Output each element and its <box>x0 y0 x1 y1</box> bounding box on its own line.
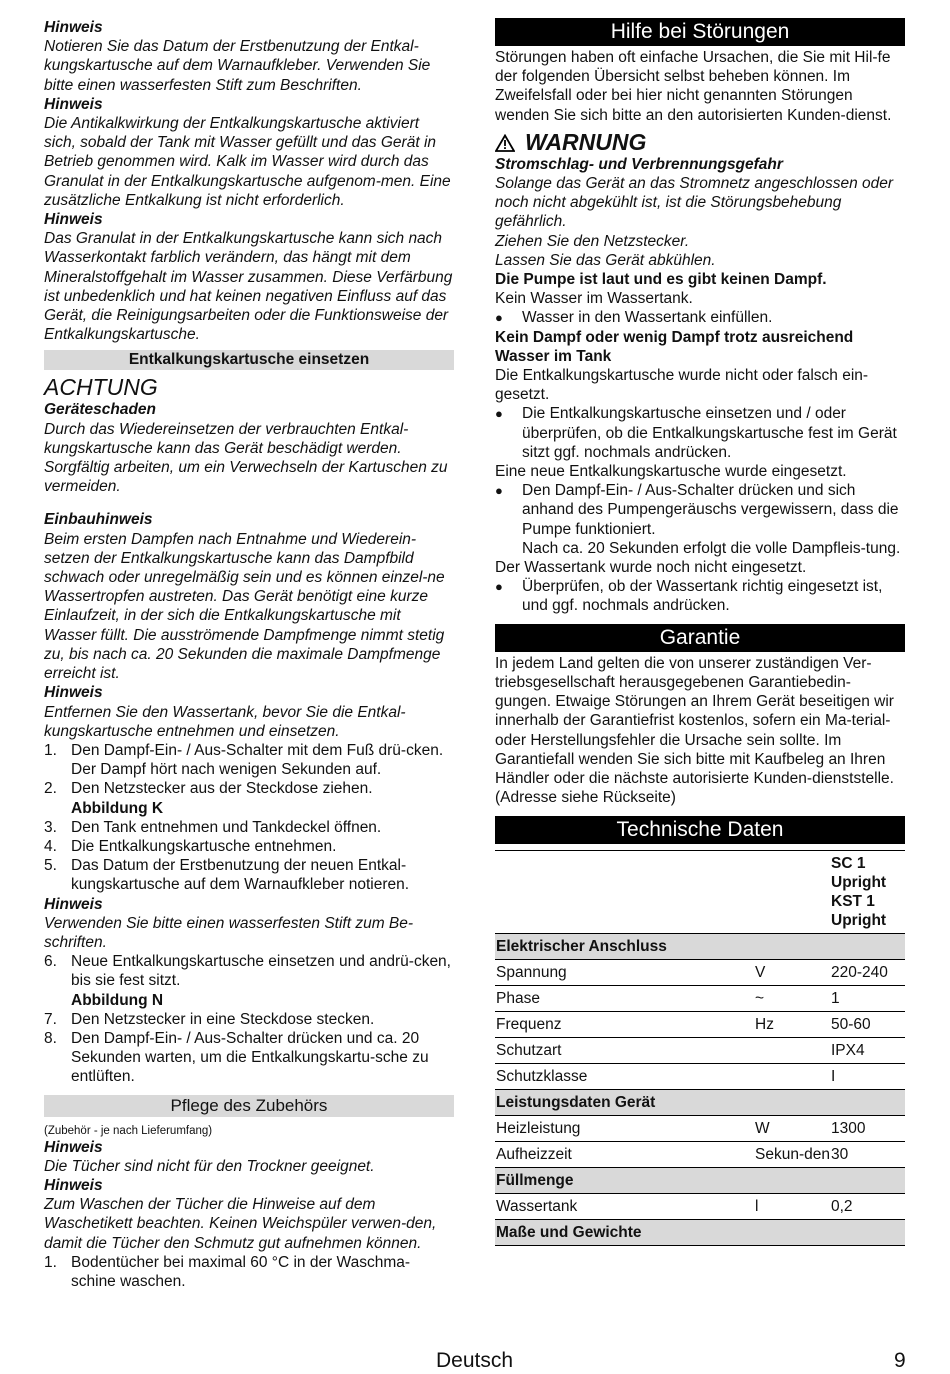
section-heading-troubleshooting: Hilfe bei Störungen <box>495 18 905 46</box>
warranty-text: In jedem Land gelten die von unserer zuständigen Ver-triebsgesellschaft herausgegebenen Garantiebedin-gungen. Etwaige Störungen an Ihrem Gerät beseitigen wir innerhalb der Garantiefrist kostenlos, sofern ein Ma-terial- oder Herstellungsfehler die Ursache sein sollte. Im Garantiefall wenden Sie sich bitte mit Kaufbeleg an Ihren Händler oder die nächste autorisierte Kunden-dienststelle. <box>495 654 894 787</box>
model-name: SC 1 Upright KST 1 Upright <box>831 855 887 930</box>
note-heading: Hinweis <box>44 1138 103 1156</box>
list-item: 2. Den Netzstecker aus der Steckdose ziehen. <box>44 780 373 798</box>
table-group-row: Füllmenge <box>495 1168 905 1194</box>
note-text: Notieren Sie das Datum der Erstbenutzung der Entkal-kungskartusche auf dem Warnaufkleber. Verwenden Sie bitte einen wasserfesten Stift zum Beschriften. <box>44 38 431 94</box>
table-row: Phase ~ 1 <box>495 986 905 1012</box>
note-text: Entfernen Sie den Wassertank, bevor Sie die Entkal-kungskartusche entnehmen und einsetzen. <box>44 703 406 740</box>
note-text: Zum Waschen der Tücher die Hinweise auf dem Waschetikett beachten. Keinen Weichspüler verwen-den, damit die Tücher den Schmutz gut aufnehmen können. <box>44 1196 437 1252</box>
table-row: Heizleistung W 1300 <box>495 1116 905 1142</box>
table-row: Schutzklasse I <box>495 1064 905 1090</box>
steps-list <box>44 952 454 990</box>
note-heading: Hinweis <box>44 1176 103 1194</box>
problem-heading: Die Pumpe ist laut und es gibt keinen Dampf. <box>495 271 827 289</box>
table-group-row: Maße und Gewichte <box>495 1220 905 1246</box>
list-item: 3. Den Tank entnehmen und Tankdeckel öffnen. <box>44 818 382 836</box>
steps-list <box>44 818 454 895</box>
steps-list <box>44 1010 454 1087</box>
list-item: 5. Das Datum der Erstbenutzung der neuen Entkal-kungskartusche auf dem Warnaufkleber notieren. <box>44 857 410 894</box>
problem-cause: Eine neue Entkalkungskartusche wurde eingesetzt. <box>495 463 847 481</box>
problem-heading: Kein Dampf oder wenig Dampf trotz ausreichend Wasser im Tank <box>495 328 854 365</box>
warning-subtitle: Stromschlag- und Verbrennungsgefahr <box>495 155 783 173</box>
warranty-address: (Adresse siehe Rückseite) <box>495 789 676 807</box>
problem-cause: Die Entkalkungskartusche wurde nicht oder falsch ein-gesetzt. <box>495 367 869 404</box>
note-text: Das Granulat in der Entkalkungskartusche kann sich nach Wasserkontakt farblich verändern, das hängt mit dem Mineralstoffgehalt im Wasser zusammen. Diese Verfärbung ist unbedenklich und hat keinen negativen Einfluss auf das Gerät, die Reinigungsarbeiten oder die Funktionsweise der Entkalkungskartusche. <box>44 230 453 344</box>
technical-data-table <box>495 850 905 1246</box>
table-group-row: Elektrischer Anschluss <box>495 934 905 960</box>
warning-text: Solange das Gerät an das Stromnetz angeschlossen oder noch nicht abgekühlt ist, ist die Störungsbehebung gefährlich. <box>495 175 894 231</box>
troubleshooting-intro: Störungen haben oft einfache Ursachen, die Sie mit Hil-fe der folgenden Übersicht selbst beheben können. Im Zweifelsfall oder bei hier nicht genannten Störungen wenden Sie sich bitte an den autorisierten Kunden-dienst. <box>495 49 892 124</box>
note-heading: Hinweis <box>44 684 103 702</box>
right-column <box>495 18 905 1246</box>
note-heading: Hinweis <box>44 95 103 113</box>
list-item: ● Die Entkalkungskartusche einsetzen und / oder überprüfen, ob die Entkalkungskartusche fest im Gerät sitzt ggf. nochmals andrücken. <box>495 405 897 461</box>
problem-cause: Der Wassertank wurde noch nicht eingesetzt. <box>495 559 807 577</box>
caution-subtitle: Geräteschaden <box>44 401 156 419</box>
table-row: Frequenz Hz 50-60 <box>495 1012 905 1038</box>
steps-list <box>44 741 454 799</box>
list-item: 1. Den Dampf-Ein- / Aus-Schalter mit dem Fuß drü-cken. Der Dampf hört nach wenigen Sekunden auf. <box>44 741 444 779</box>
figure-reference: Abbildung N <box>71 991 164 1009</box>
bullet-icon: ● <box>495 483 503 499</box>
list-item: 6. Neue Entkalkungskartusche einsetzen und andrü-cken, bis sie fest sitzt. <box>44 953 451 990</box>
remedy-followup: Nach ca. 20 Sekunden erfolgt die volle Dampfleis-tung. <box>522 539 901 557</box>
section-heading-accessories: Pflege des Zubehörs <box>44 1095 454 1117</box>
warning-instruction: Lassen Sie das Gerät abkühlen. <box>495 251 716 269</box>
table-row: Spannung V 220-240 <box>495 960 905 986</box>
note-heading: Hinweis <box>44 19 103 36</box>
list-item: 1. Bodentücher bei maximal 60 °C in der Waschma-schine waschen. <box>44 1253 411 1290</box>
page-number: 9 <box>894 1349 906 1372</box>
section-heading-cartridge: Entkalkungskartusche einsetzen <box>44 350 454 370</box>
list-item: 7. Den Netzstecker in eine Steckdose stecken. <box>44 1010 375 1028</box>
left-column <box>44 18 454 1291</box>
warning-title: WARNUNG <box>495 129 905 155</box>
bullet-icon: ● <box>495 406 503 422</box>
remedy-list <box>495 308 905 327</box>
list-item: 8. Den Dampf-Ein- / Aus-Schalter drücken und ca. 20 Sekunden warten, um die Entkalkungskartu-sche zu entlüften. <box>44 1029 429 1086</box>
note-heading: Hinweis <box>44 895 103 913</box>
figure-reference: Abbildung K <box>71 799 164 817</box>
table-row: Wassertank l 0,2 <box>495 1194 905 1220</box>
section-heading-technical-data: Technische Daten <box>495 816 905 844</box>
remedy-list <box>495 577 905 615</box>
bullet-icon: ● <box>495 310 503 326</box>
install-note-heading: Einbauhinweis <box>44 511 153 529</box>
list-item: 4. Die Entkalkungskartusche entnehmen. <box>44 837 337 855</box>
warning-instruction: Ziehen Sie den Netzstecker. <box>495 232 690 250</box>
accessory-note: (Zubehör - je nach Lieferumfang) <box>44 1124 213 1137</box>
list-item: ● Wasser in den Wassertank einfüllen. <box>495 309 773 327</box>
table-group-row: Leistungsdaten Gerät <box>495 1090 905 1116</box>
section-heading-warranty: Garantie <box>495 624 905 652</box>
note-heading: Hinweis <box>44 211 103 229</box>
warning-triangle-icon <box>495 134 515 152</box>
steps-list <box>44 1253 454 1291</box>
note-text: Verwenden Sie bitte einen wasserfesten Stift zum Be-schriften. <box>44 914 414 951</box>
table-header-row <box>495 851 905 934</box>
remedy-list <box>495 404 905 462</box>
problem-cause: Kein Wasser im Wassertank. <box>495 290 693 308</box>
remedy-list <box>495 481 905 539</box>
caution-text: Durch das Wiedereinsetzen der verbrauchten Entkal-kungskartusche kann das Gerät beschädigt werden. Sorgfältig arbeiten, um ein Verwechseln der Kartuschen zu vermeiden. <box>44 420 448 496</box>
list-item: ● Den Dampf-Ein- / Aus-Schalter drücken und sich anhand des Pumpengeräuschs vergewissern, dass die Pumpe funktioniert. <box>495 482 899 538</box>
table-row: Schutzart IPX4 <box>495 1038 905 1064</box>
install-note-text: Beim ersten Dampfen nach Entnahme und Wiederein-setzen der Entkalkungskartusche kann das Dampfbild schwach oder unregelmäßig sein und es können einzel-ne Wassertropfen austreten. Das Gerät benötigt eine kurze Einlaufzeit, in der sich die Entkalkungskartusche mit Wasser füllt. Die ausströmende Dampfmenge nimmt stetig zu, bis nach ca. 20 Sekunden die maximale Dampfmenge erreicht ist. <box>44 530 445 683</box>
table-row: Aufheizzeit Sekun-den 30 <box>495 1142 905 1168</box>
caution-title: ACHTUNG <box>44 374 158 401</box>
list-item: ● Überprüfen, ob der Wassertank richtig eingesetzt ist, und ggf. nochmals andrücken. <box>495 578 883 615</box>
note-text: Die Antikalkwirkung der Entkalkungskartusche aktiviert sich, sobald der Tank mit Wasser gefüllt und das Gerät in Betrieb genommen wird. Kalk im Wasser wird durch das Granulat in der Entkalkungskartusche aufgenom-men. Eine zusätzliche Entkalkung ist nicht erforderlich. <box>44 115 451 209</box>
bullet-icon: ● <box>495 579 503 595</box>
footer-language: Deutsch <box>436 1349 514 1372</box>
note-text: Die Tücher sind nicht für den Trockner geeignet. <box>44 1157 375 1175</box>
